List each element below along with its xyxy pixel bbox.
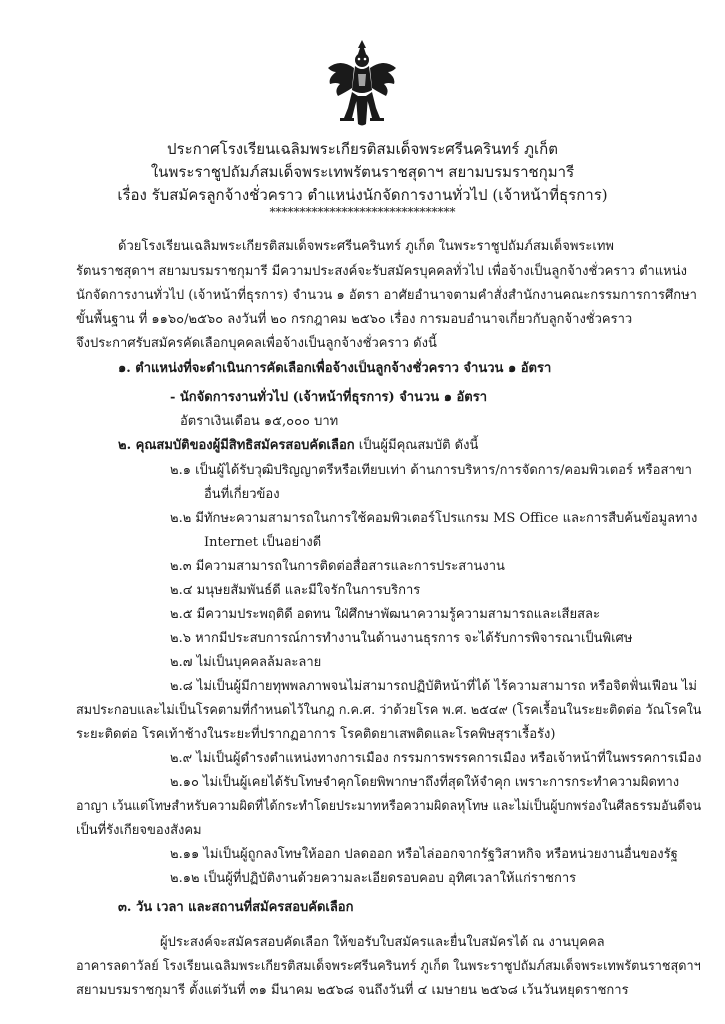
- qualification-item: ๒.๖ หากมีประสบการณ์การทำงานในด้านงานธุรการ จะได้รับการพิจารณาเป็นพิเศษ: [170, 631, 633, 646]
- section3-heading: ๓. วัน เวลา และสถานที่สมัครสอบคัดเลือก: [118, 900, 354, 915]
- qualification-item: ๒.๓ มีความสามารถในการติดต่อสื่อสารและการประสานงาน: [170, 559, 505, 574]
- qualification-item: ๒.๔ มนุษยสัมพันธ์ดี และมีใจรักในการบริการ: [170, 583, 421, 598]
- qualification-item: ๒.๙ ไม่เป็นผู้ดำรงตำแหน่งทางการเมือง กรรมการพรรคการเมือง หรือเจ้าหน้าที่ในพรรคการเมือง: [170, 751, 702, 766]
- position-item: - นักจัดการงานทั่วไป (เจ้าหน้าที่ธุรการ) จำนวน ๑ อัตรา: [170, 390, 488, 405]
- qualification-item: ๒.๗ ไม่เป็นบุคคลล้มละลาย: [170, 655, 322, 670]
- qualification-item: ๒.๑๒ เป็นผู้ที่ปฏิบัติงานด้วยความละเอียดรอบคอบ อุทิศเวลาให้แก่ราชการ: [170, 871, 577, 886]
- announcement-subject: เรื่อง รับสมัครลูกจ้างชั่วคราว ตำแหน่งนักจัดการงานทั่วไป (เจ้าหน้าที่ธุรการ): [117, 186, 608, 204]
- intro-line: ขั้นพื้นฐาน ที่ ๑๑๖๐/๒๕๖๐ ลงวันที่ ๒๐ กรกฎาคม ๒๕๖๐ เรื่อง การมอบอำนาจเกี่ยวกับลูกจ้างชั่วคราว: [76, 312, 633, 327]
- qualification-item-cont: อื่นที่เกี่ยวข้อง: [204, 487, 280, 502]
- qualification-item: ๒.๒ มีทักษะความสามารถในการใช้คอมพิวเตอร์โปรแกรม MS Office และการสืบค้นข้อมูลทาง: [170, 511, 698, 526]
- section1-heading: ๑. ตำแหน่งที่จะดำเนินการคัดเลือกเพื่อจ้างเป็นลูกจ้างชั่วคราว จำนวน ๑ อัตรา: [118, 361, 552, 376]
- qualification-item: ๒.๑๐ ไม่เป็นผู้เคยได้รับโทษจำคุกโดยพิพากษาถึงที่สุดให้จำคุก เพราะการกระทำความผิดทาง: [170, 775, 680, 790]
- qualification-item-cont: ระยะติดต่อ โรคเท้าช้างในระยะที่ปรากฏอาการ โรคติดยาเสพติดและโรคพิษสุราเรื้อรัง): [76, 727, 556, 742]
- application-text: สยามบรมราชกุมารี ตั้งแต่วันที่ ๓๑ มีนาคม ๒๕๖๘ จนถึงวันที่ ๔ เมษายน ๒๕๖๘ เว้นวันหยุดราชการ: [76, 983, 629, 998]
- garuda-emblem-icon: [322, 38, 402, 128]
- qualification-item-cont: เป็นที่รังเกียจของสังคม: [76, 823, 202, 838]
- qualification-item: ๒.๘ ไม่เป็นผู้มีกายทุพพลภาพจนไม่สามารถปฏิบัติหน้าที่ได้ ไร้ความสามารถ หรือจิตฟั่นเฟือน ไม่: [170, 679, 697, 694]
- section2-heading-bold: ๒. คุณสมบัติของผู้มีสิทธิสมัครสอบคัดเลือก: [118, 438, 355, 453]
- intro-line: จึงประกาศรับสมัครคัดเลือกบุคคลเพื่อจ้างเป็นลูกจ้างชั่วคราว ดังนี้: [76, 336, 437, 351]
- qualification-item: ๒.๑ เป็นผู้ได้รับวุฒิปริญญาตรีหรือเทียบเท่า ด้านการบริหาร/การจัดการ/คอมพิวเตอร์ หรือสาขา: [170, 463, 692, 478]
- announcement-title: ประกาศโรงเรียนเฉลิมพระเกียรติสมเด็จพระศรีนครินทร์ ภูเก็ต: [167, 140, 558, 158]
- announcement-patronage: ในพระราชูปถัมภ์สมเด็จพระเทพรัตนราชสุดาฯ สยามบรมราชกุมารี: [150, 163, 575, 181]
- qualification-item: ๒.๑๑ ไม่เป็นผู้ถูกลงโทษให้ออก ปลดออก หรือไล่ออกจากรัฐวิสาหกิจ หรือหน่วยงานอื่นของรัฐ: [170, 847, 678, 862]
- qualification-item: ๒.๕ มีความประพฤติดี อดทน ใฝ่ศึกษาพัฒนาความรู้ความสามารถและเสียสละ: [170, 607, 600, 622]
- intro-line: นักจัดการงานทั่วไป (เจ้าหน้าที่ธุรการ) จำนวน ๑ อัตรา อาศัยอำนาจตามคำสั่งสำนักงานคณะกรรมการการศึกษา: [76, 288, 697, 303]
- intro-line: รัตนราชสุดาฯ สยามบรมราชกุมารี มีความประสงค์จะรับสมัครบุคคลทั่วไป เพื่อจ้างเป็นลูกจ้างชั่วคราว ตำแหน่ง: [76, 264, 687, 279]
- section2-heading: [118, 438, 478, 454]
- application-text: อาคารลดาวัลย์ โรงเรียนเฉลิมพระเกียรติสมเด็จพระศรีนครินทร์ ภูเก็ต ในพระราชูปถัมภ์สมเด็จพระเทพรัตนราชสุดาฯ: [76, 959, 701, 974]
- qualification-item-cont: อาญา เว้นแต่โทษสำหรับความผิดที่ได้กระทำโดยประมาทหรือความผิดลหุโทษ และไม่เป็นผู้บกพร่องในศีลธรรมอันดีจน: [76, 799, 702, 814]
- separator-stars: *******************************: [269, 205, 456, 219]
- salary-text: อัตราเงินเดือน ๑๕,๐๐๐ บาท: [180, 414, 339, 429]
- qualification-item-cont: Internet เป็นอย่างดี: [204, 535, 322, 550]
- application-text: ผู้ประสงค์จะสมัครสอบคัดเลือก ให้ขอรับใบสมัครและยื่นใบสมัครได้ ณ งานบุคคล: [160, 935, 605, 950]
- intro-line: ด้วยโรงเรียนเฉลิมพระเกียรติสมเด็จพระศรีนครินทร์ ภูเก็ต ในพระราชูปถัมภ์สมเด็จพระเทพ: [118, 239, 614, 254]
- qualification-item-cont: สมประกอบและไม่เป็นโรคตามที่กำหนดไว้ในกฎ ก.ค.ศ. ว่าด้วยโรค พ.ศ. ๒๕๔๙ (โรคเรื้อนในระยะติดต่อ วัณโรคใน: [76, 703, 702, 718]
- section2-heading-rest: เป็นผู้มีคุณสมบัติ ดังนี้: [358, 438, 479, 453]
